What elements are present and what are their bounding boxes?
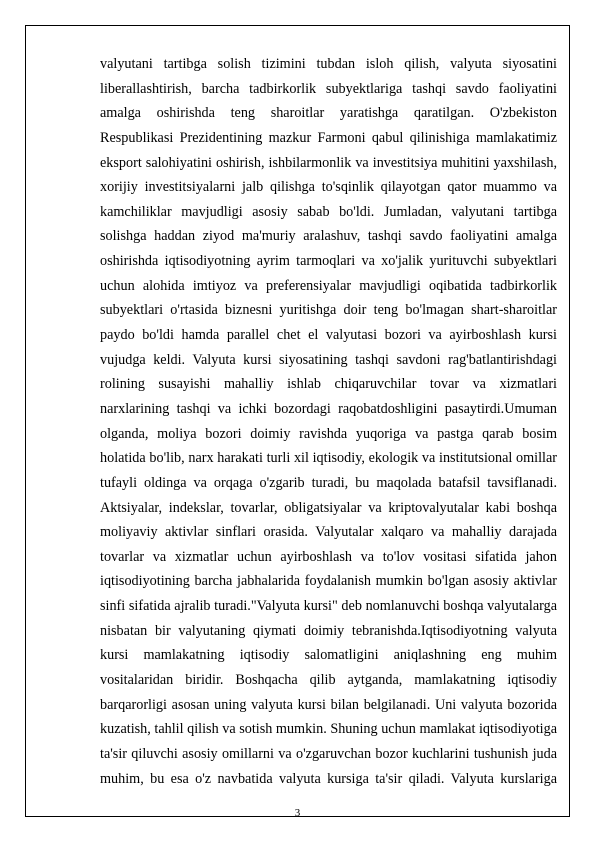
text-line: olganda, moliya bozori doimiy ravishda yuqoriga va pastga qarab bosim	[100, 425, 557, 442]
text-line: kamchiliklar mavjudligi asosiy sabab bo'ldi. Jumladan, valyutani tartibga	[100, 203, 557, 220]
text-line: valyutani tartibga solish tizimini tubdan isloh qilish, valyuta siyosatini	[100, 56, 557, 72]
text-line: tufayli oldinga va orqaga o'zgarib turadi, bu maqolada batafsil tavsiflanadi.	[100, 474, 557, 491]
text-line: vositalaridan biridir. Boshqacha qilib aytganda, mamlakatning iqtisodiy	[100, 672, 557, 689]
text-line: uchun alohida imtiyoz va preferensiyalar mavjudligi oqibatida tadbirkorlik	[100, 277, 557, 294]
text-line: xorijiy investitsiyalarni jalb qilishga to'sqinlik qilayotgan qator muammo va	[100, 179, 557, 196]
text-line: oshirishda iqtisodiyotning ayrim tarmoqlari va xo'jalik yurituvchi subyektlari	[100, 253, 557, 270]
text-line: iqtisodiyotining barcha jabhalarida foydalanish mumkin bo'lgan asosiy aktivlar	[100, 573, 557, 590]
document-body	[100, 52, 557, 791]
text-line: kuzatish, tahlil qilish va sotish mumkin. Shuning uchun mamlakat iqtisodiyotiga	[100, 721, 557, 738]
text-line: moliyaviy aktivlar sinflari orasida. Valyutalar xalqaro va mahalliy darajada	[100, 524, 557, 541]
text-line: amalga oshirishda teng sharoitlar yaratishga qaratilgan. O'zbekiston	[100, 105, 557, 122]
text-line: liberallashtirish, barcha tadbirkorlik subyektlariga tashqi savdo faoliyatini	[100, 80, 557, 97]
text-line: rolining susayishi mahalliy ishlab chiqaruvchilar tovar va xizmatlari	[100, 376, 557, 393]
text-line: nisbatan bir valyutaning qiymati doimiy tebranishda.Iqtisodiyotning valyuta	[100, 622, 557, 639]
text-line: ta'sir qiluvchi asosiy omillarni va o'zgaruvchan bozor kuchlarini tushunish juda	[100, 745, 557, 762]
text-line: vujudga keldi. Valyuta kursi siyosatining tashqi savdoni rag'batlantirishdagi	[100, 351, 557, 368]
text-line: eksport salohiyatini oshirish, ishbilarmonlik va investitsiya muhitini yaxshilash,	[100, 154, 557, 171]
text-line: tovarlar va xizmatlar uchun ayirboshlash va to'lov vositasi sifatida jahon	[100, 548, 557, 565]
text-line: Respublikasi Prezidentining mazkur Farmoni qabul qilinishiga mamlakatimiz	[100, 129, 557, 146]
text-line: Aktsiyalar, indekslar, tovarlar, obligatsiyalar va kriptovalyutalar kabi boshqa	[100, 499, 557, 516]
text-line: holatida bo'lib, narx harakati turli xil iqtisodiy, ekologik va institutsional omillar	[100, 450, 557, 467]
text-line: solishga haddan ziyod ma'muriy aralashuv, tashqi savdo faoliyatini amalga	[100, 228, 557, 245]
text-line: narxlarining tashqi va ichki bozordagi raqobatdoshligini pasaytirdi.Umuman	[100, 400, 557, 417]
text-line: muhim, bu esa o'z navbatida valyuta kursiga ta'sir qiladi. Valyuta kurslariga	[100, 770, 557, 787]
text-line: sinfi sifatida ajralib turadi."Valyuta kursi" deb nomlanuvchi boshqa valyutalarga	[100, 598, 557, 615]
page-number: 3	[294, 807, 301, 819]
text-line: paydo bo'ldi hamda parallel chet el valyutasi bozori va ayirboshlash kursi	[100, 327, 557, 344]
text-line: barqarorligi asosan uning valyuta kursi bilan belgilanadi. Uni valyuta bozorida	[100, 696, 557, 713]
text-line: kursi mamlakatning iqtisodiy salomatligini aniqlashning eng muhim	[100, 647, 557, 664]
text-line: subyektlari o'rtasida biznesni yuritishga doir teng bo'lmagan shart-sharoitlar	[100, 302, 557, 319]
